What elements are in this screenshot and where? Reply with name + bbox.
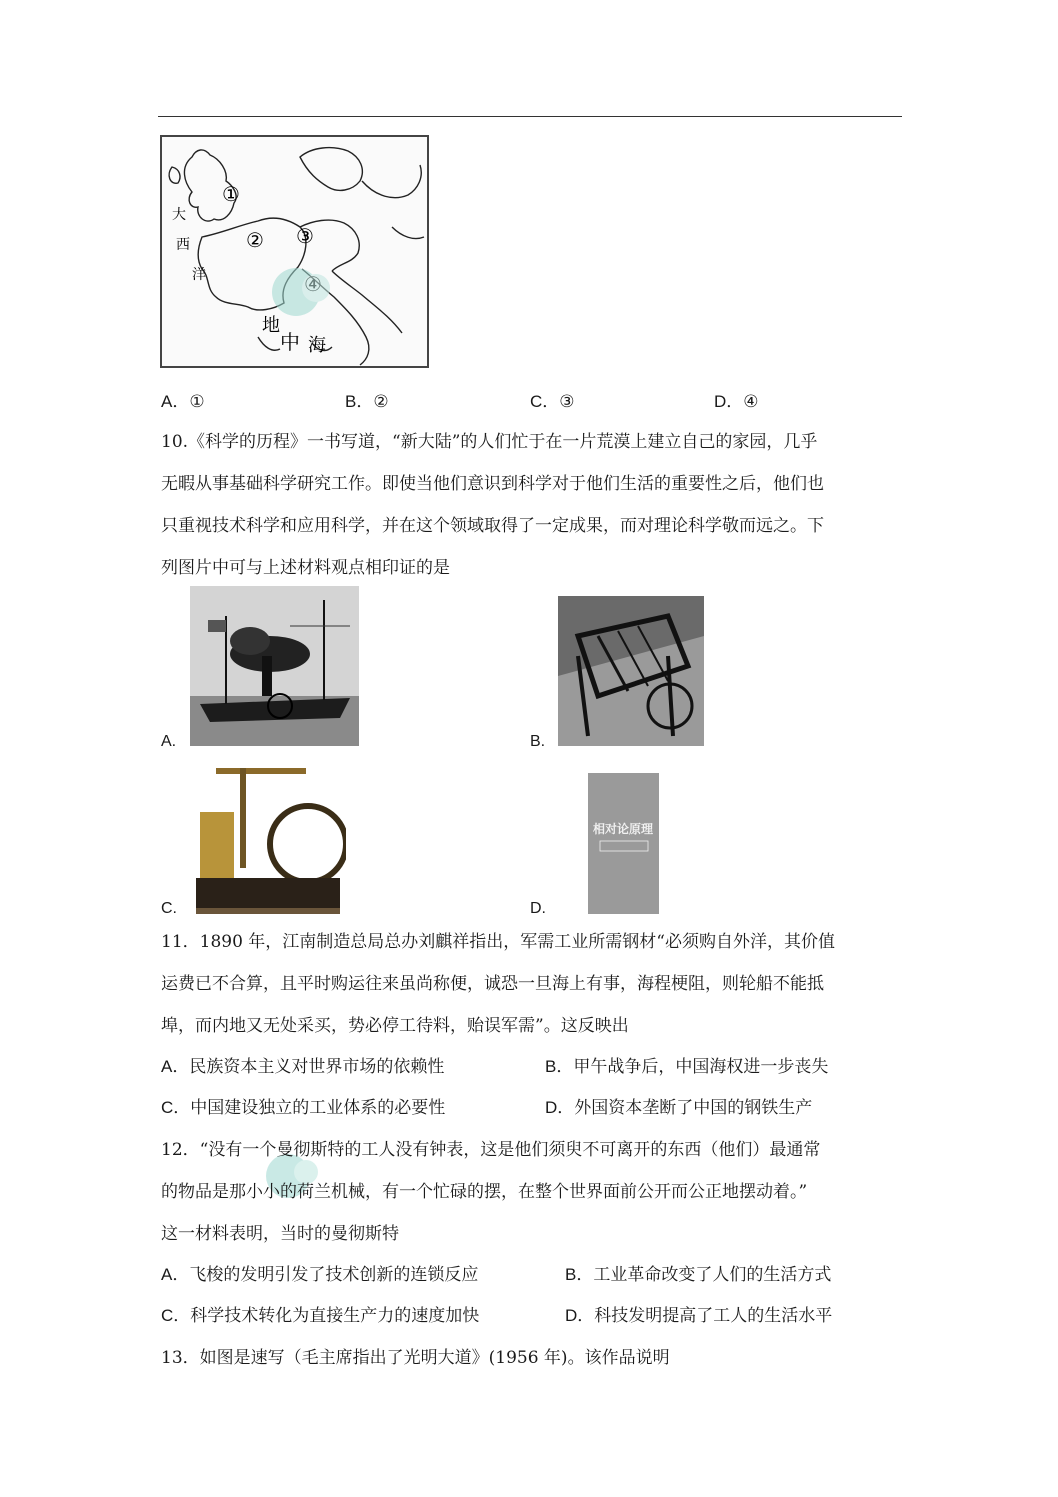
map-label-di: 地 <box>262 315 280 336</box>
option-letter: B． <box>565 1265 594 1284</box>
q11-line-3: 埠，而内地又无处采买，势必停工待料，贻误军需”。这反映出 <box>161 1016 629 1036</box>
map-label-yang: 洋 <box>192 267 206 283</box>
option-letter: A． <box>161 1057 190 1076</box>
option-letter: D． <box>714 392 744 411</box>
option-text: 飞梭的发明引发了技术创新的连锁反应 <box>189 1265 479 1285</box>
spinning-jenny-image[interactable] <box>558 596 704 746</box>
option-text: ③ <box>559 392 575 412</box>
map-drawing <box>162 137 427 366</box>
option-text: 民族资本主义对世界市场的依赖性 <box>189 1057 445 1077</box>
option-text: 外国资本垄断了中国的钢铁生产 <box>574 1098 813 1118</box>
book-title: 相对论原理 <box>592 822 654 836</box>
q9-option-a[interactable] <box>161 392 205 412</box>
option-text: ② <box>373 392 389 412</box>
header-rule <box>158 116 902 117</box>
q12-option-a[interactable] <box>161 1265 478 1285</box>
q10-line-1: 10.《科学的历程》一书写道，“新大陆”的人们忙于在一片荒漠上建立自己的家园，几乎 <box>161 432 818 452</box>
q11-option-c[interactable] <box>161 1098 445 1118</box>
steamboat-image[interactable] <box>190 586 359 746</box>
map-label-xi: 西 <box>176 237 190 253</box>
option-letter: C． <box>161 1306 191 1325</box>
option-text: 科学技术转化为直接生产力的速度加快 <box>190 1306 480 1326</box>
option-letter: B． <box>545 1057 574 1076</box>
q10-line-2: 无暇从事基础科学研究工作。即使当他们意识到科学对于他们生活的重要性之后，他们也 <box>161 474 824 494</box>
q12-option-b[interactable] <box>565 1265 831 1285</box>
q11-option-d[interactable] <box>545 1098 812 1118</box>
q9-option-d[interactable] <box>714 392 759 412</box>
book-cover-drawing <box>588 773 659 914</box>
option-letter: A． <box>161 392 190 411</box>
map-label-da: 大 <box>172 207 186 223</box>
steam-engine-drawing <box>190 762 346 914</box>
q12-line-3: 这一材料表明，当时的曼彻斯特 <box>161 1224 399 1244</box>
q10-caption-c: C. <box>161 900 177 917</box>
watermark-logo-1 <box>266 262 346 326</box>
q13-line: 13．如图是速写（毛主席指出了光明大道》(1956 年)。该作品说明 <box>161 1348 670 1368</box>
option-letter: C． <box>161 1098 191 1117</box>
option-letter: A． <box>161 1265 190 1284</box>
q10-line-4: 列图片中可与上述材料观点相印证的是 <box>161 558 450 578</box>
europe-map-image <box>160 135 429 368</box>
q10-caption-b: B. <box>530 733 546 750</box>
q12-line-2: 的物品是那小小的荷兰机械，有一个忙碌的摆，在整个世界面前公开而公正地摆动着。” <box>161 1182 808 1202</box>
option-letter: D． <box>565 1306 595 1325</box>
q9-option-b[interactable] <box>345 392 389 412</box>
q10-caption-d: D. <box>530 900 546 917</box>
q12-option-c[interactable] <box>161 1306 479 1326</box>
option-text: 中国建设独立的工业体系的必要性 <box>190 1098 446 1118</box>
steam-engine-image[interactable] <box>190 762 346 914</box>
q11-option-a[interactable] <box>161 1057 444 1077</box>
option-text: ④ <box>743 392 759 412</box>
relativity-book-image[interactable] <box>588 773 659 914</box>
option-letter: D． <box>545 1098 575 1117</box>
option-letter: C． <box>530 392 560 411</box>
option-letter: B． <box>345 392 374 411</box>
steamboat-drawing <box>190 586 359 746</box>
option-text: 科技发明提高了工人的生活水平 <box>594 1306 833 1326</box>
option-text: 工业革命改变了人们的生活方式 <box>593 1265 832 1285</box>
map-marker-1: ① <box>222 182 240 206</box>
option-text: ① <box>189 392 205 412</box>
q12-line-1: 12．“没有一个曼彻斯特的工人没有钟表，这是他们须臾不可离开的东西（他们）最通常 <box>161 1140 821 1160</box>
map-marker-3: ③ <box>296 224 314 248</box>
option-text: 甲午战争后，中国海权进一步丧失 <box>573 1057 829 1077</box>
spinning-jenny-drawing <box>558 596 704 746</box>
map-marker-2: ② <box>246 228 264 252</box>
q9-option-c[interactable] <box>530 392 575 412</box>
q11-option-b[interactable] <box>545 1057 828 1077</box>
q11-line-2: 运费已不合算，且平时购运往来虽尚称便，诚恐一旦海上有事，海程梗阻，则轮船不能抵 <box>161 974 824 994</box>
q11-line-1: 11．1890 年，江南制造总局总办刘麒祥指出，军需工业所需钢材“必须购自外洋，其价值 <box>161 932 835 952</box>
q12-option-d[interactable] <box>565 1306 832 1326</box>
map-label-zhong: 中 <box>280 330 300 354</box>
q10-caption-a: A. <box>161 733 177 750</box>
q10-line-3: 只重视技术科学和应用科学，并在这个领域取得了一定成果，而对理论科学敬而远之。下 <box>161 516 824 536</box>
map-label-hai: 海 <box>308 335 326 356</box>
